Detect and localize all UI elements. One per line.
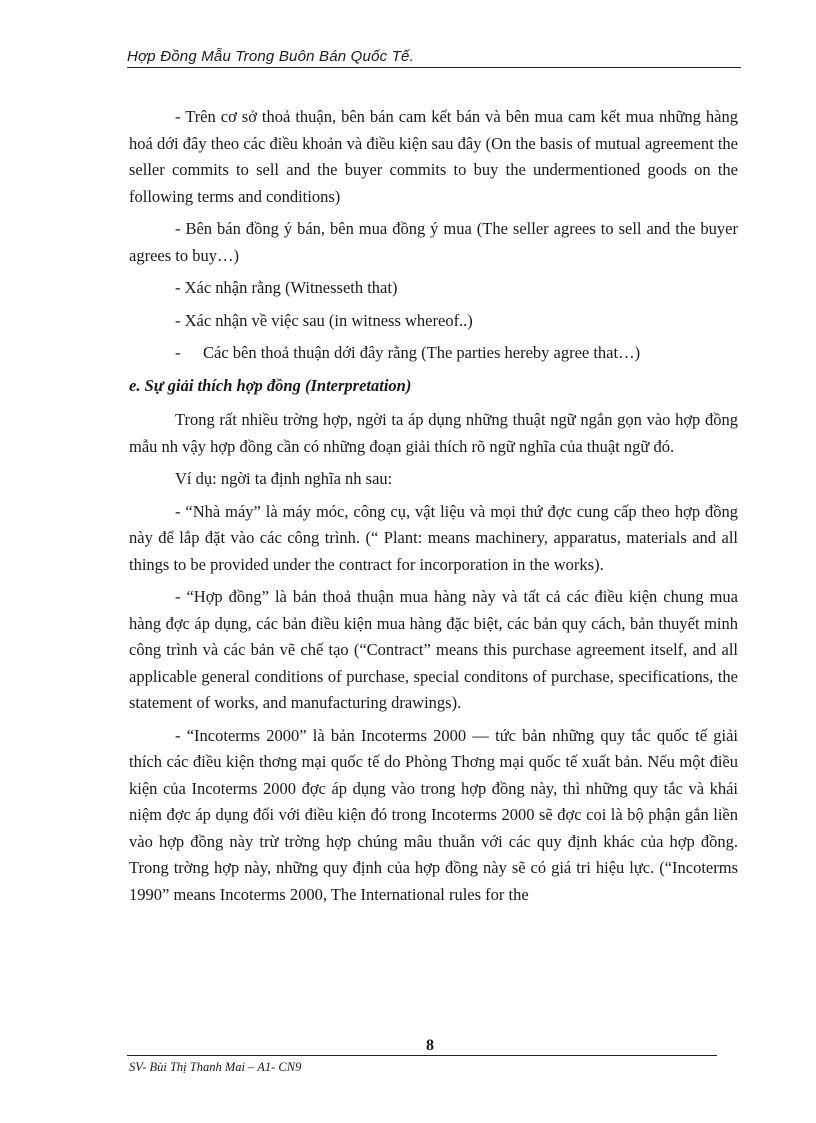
running-header: Hợp Đồng Mẫu Trong Buôn Bán Quốc Tế.: [127, 48, 741, 68]
bullet-text: Các bên thoả thuận dới đây rằng (The parties hereby agree that…): [203, 343, 641, 362]
page-number: 8: [422, 1037, 438, 1055]
paragraph-parties-agree: [129, 340, 738, 367]
paragraph-in-witness: - Xác nhận về việc sau (in witness whereof..): [175, 310, 473, 330]
bullet-dash: -: [175, 343, 181, 362]
paragraph-agreement: - Trên cơ sở thoả thuận, bên bán cam kết bán và bên mua cam kết mua những hàng hoá dới đây theo các điều khoản và điều kiện sau đây (On the basis of mutual agreement the seller commits to sell and the buyer commits to buy the undermentioned goods on the following terms and conditions): [129, 107, 738, 206]
document-body: [129, 104, 738, 914]
paragraph-interpretation-intro: Trong rất nhiều trờng hợp, ngời ta áp dụng những thuật ngữ ngắn gọn vào hợp đồng mẫu nh vậy hợp đồng cần có những đoạn giải thích rõ ngữ nghĩa của thuật ngữ đó.: [129, 410, 738, 456]
paragraph-witnesseth: - Xác nhận rằng (Witnesseth that): [175, 278, 398, 297]
footer-author: SV- Bùi Thị Thanh Mai – A1- CN9: [129, 1060, 302, 1074]
paragraph-seller-agrees: - Bên bán đồng ý bán, bên mua đồng ý mua (The seller agrees to sell and the buyer agrees to buy…): [129, 219, 738, 265]
section-heading-interpretation: e. Sự giải thích hợp đồng (Interpretation): [129, 375, 412, 395]
paragraph-contract-definition: - “Hợp đồng” là bản thoả thuận mua hàng này và tất cả các điều kiện chung mua hàng đợc áp dụng, các bản điều kiện mua hàng đặc biệt, các bản quy cách, bản thuyết minh công trình và các bản vẽ chế tạo (“Contract” means this purchase agreement itself, and all applicable general conditions of purchase, special conditons of purchase, specifications, the statement of works, and manufacturing drawings).: [129, 587, 738, 712]
paragraph-plant-definition: - “Nhà máy” là máy móc, công cụ, vật liệu và mọi thứ đợc cung cấp theo hợp đồng này để lắp đặt vào các công trình. (“ Plant: means machinery, apparatus, materials and all things to be provided under the contract for incorporation in the works).: [129, 501, 738, 574]
footer-divider: [127, 1055, 717, 1056]
paragraph-incoterms-definition: - “Incoterms 2000” là bản Incoterms 2000 — tức bản những quy tắc quốc tế giải thích các điều kiện thơng mại quốc tế do Phòng Thơng mại quốc tế xuất bản. Nếu một điều kiện của Incoterms 2000 đợc áp dụng vào trong hợp đồng này, thì những quy tắc và khái niệm đợc áp dụng đối với điều kiện đó trong Incoterms 2000 sẽ đợc coi là bộ phận gắn liền vào hợp đồng này trừ trờng hợp chúng mâu thuẫn với các quy định khác của hợp đồng. Trong trờng hợp này, những quy định của hợp đồng này sẽ có giá tri hiệu lực. (“Incoterms 1990” means Incoterms 2000, The International rules for the: [129, 725, 738, 904]
paragraph-example-intro: Ví dụ: ngời ta định nghĩa nh sau:: [175, 469, 393, 488]
